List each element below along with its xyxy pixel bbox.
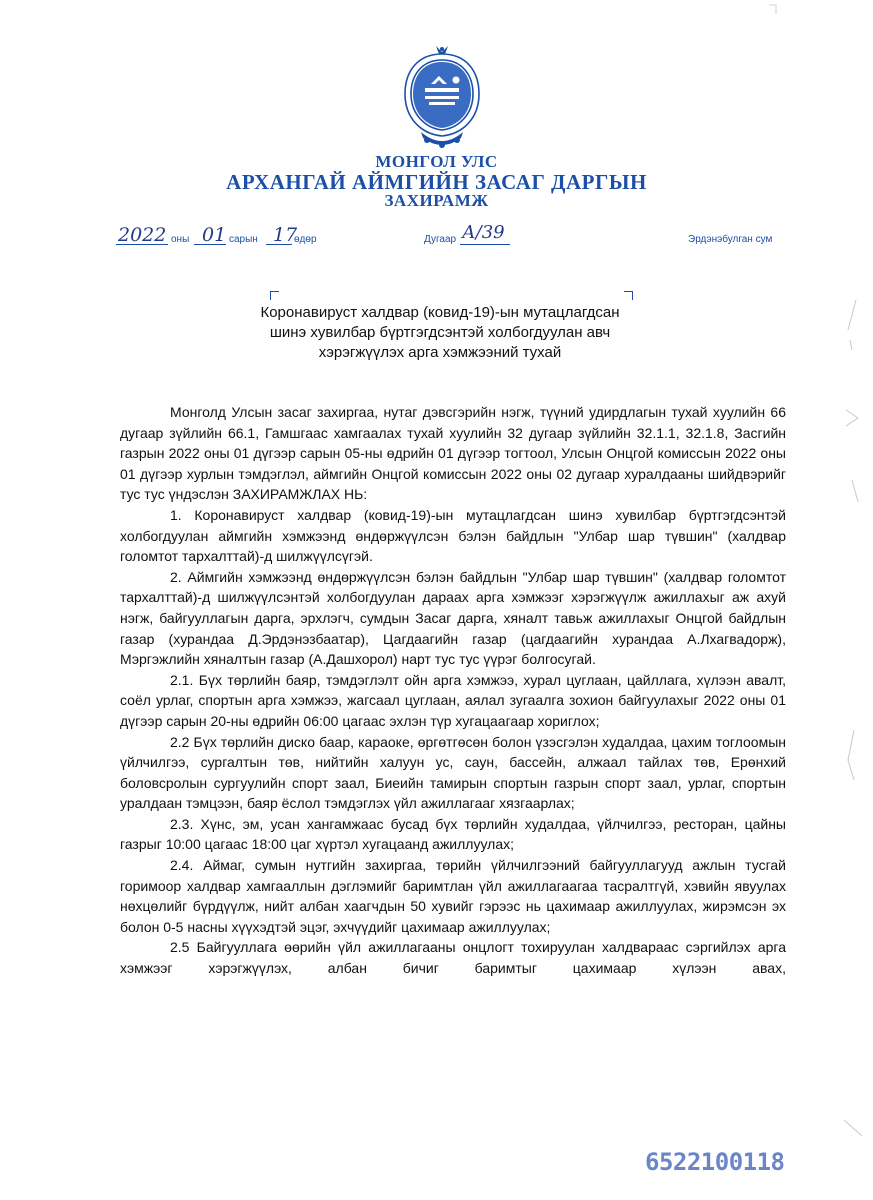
paragraph-preamble: Монголд Улсын засаг захиргаа, нутаг дэвсгэрийн нэгж, түүний удирдлагын тухай хуулийн 66 дугаар зүйлийн 66.1, Гамшгаас хамгаалах тухай хуулийн 32 дугаар зүйлийн 32.1.1, 32.1.8, Засгийн газрын 2022 оны 01 дүгээр сарын 05-ны өдрийн 01 дүгээр тогтоол, Улсын Онцгой комиссын 2022 оны 01 дүгээр хурлын тэмдэглэл, аймгийн Онцгой комиссын 2022 оны 02 дугаар хуралдааны шийдвэрийг тус тус үндэслэн ЗАХИРАМЖЛАХ НЬ:: [120, 404, 786, 503]
number-label: Дугаар: [424, 234, 457, 245]
paragraph-2-3: 2.3. Хүнс, эм, усан хангамжаас бусад бүх төрлийн худалдаа, үйлчилгээ, ресторан, цайны газрыг 10:00 цагаас 18:00 цаг хүртэл хугацаанд ажиллуулах;: [120, 815, 786, 853]
date-year: 2022: [118, 224, 167, 246]
scan-margin-marks: [838, 290, 868, 1150]
document-place: Эрдэнэбулган сум: [688, 234, 773, 245]
registration-number: 6522100118: [645, 1148, 785, 1176]
state-emblem-icon: [401, 44, 483, 152]
document-title: [220, 303, 660, 363]
date-year-suffix: оны: [171, 234, 190, 245]
title-line: Коронавируст халдвар (ковид-19)-ын мутацлагдсан: [260, 304, 620, 321]
paragraph-2-2: 2.2 Бүх төрлийн диско баар, караоке, өргөтгөсөн болон үзэсгэлэн худалдаа, цахим тоглоомын үйлчилгээ, сургалтын төв, нийтийн халуун ус, саун, бассейн, алжаал тайлах төв, Ерөнхий боловсролын сургуулийн спорт заал, Биеийн тамирын спортын газрын спорт заал, урлаг, спортын уралдаан тэмцээн, баяр ёслол тэмдэглэх үйл ажиллагааг хязгаарлах;: [120, 733, 786, 812]
title-line: шинэ хувилбар бүртгэгдсэнтэй холбогдуулан авч: [269, 324, 611, 341]
title-bracket-right: [624, 291, 633, 300]
number-line: [424, 222, 534, 248]
title-bracket-left: [270, 291, 279, 300]
paragraph-1: 1. Коронавируст халдвар (ковид-19)-ын мутацлагдсан шинэ хувилбар бүртгэгдсэнтэй холбогдуулан аймгийн хэмжээнд өндөржүүлсэн бэлэн байдлын "Улбар шар түвшин" (халдвар голомтот тархалттай)-д шилжүүлсүгэй.: [120, 506, 786, 565]
date-day: 17: [273, 224, 298, 246]
scan-corner-mark: [768, 4, 778, 16]
document-body: [120, 402, 786, 979]
title-line: хэрэгжүүлэх арга хэмжээний тухай: [318, 344, 562, 361]
authority-name: АРХАНГАЙ АЙМГИЙН ЗАСАГ ДАРГЫН: [226, 170, 647, 194]
place-line: [688, 222, 798, 248]
document-number: А/39: [462, 222, 505, 243]
paragraph-2-4: 2.4. Аймаг, сумын нутгийн захиргаа, төрийн үйлчилгээний байгууллагууд ажлын тусгай горимоор халдвар хамгааллын дэглэмийг баримтлан үйл ажиллагаагаа тасралтгүй, хэвийн явуулах нөхцөлийг бүрдүүлж, нийт албан хаагчдын 50 хувийг гэрээс нь цахимаар ажиллуулах, жирэмсэн эх болон 0-5 насны хүүхэдтэй эцэг, эхчүүдийг цахимаар ажиллуулах;: [120, 857, 786, 935]
paragraph-2: 2. Аймгийн хэмжээнд өндөржүүлсэн бэлэн байдлын "Улбар шар түвшин" (халдвар голомтот тархалттай)-д шилжүүлсэнтэй холбогдуулан дараах арга хэмжээг хэрэгжүүлж ажиллахыг аж ахуй нэгж, байгууллагын дарга, эрхлэгч, сумдын Засаг дарга, хяналт тавьж ажиллахыг Онцгой байдлын газар (хурандаа Д.Эрдэнэзбаатар), Цагдаагийн газар (цагдаагийн хурандаа А.Лхагвадорж), Мэргэжлийн хяналтын газар (А.Дашхорол) нарт тус тус үүрэг болгосугай.: [120, 568, 786, 668]
paragraph-2-5: 2.5 Байгууллага өөрийн үйл ажиллагааны онцлогт тохируулан халдвараас сэргийлэх арга хэмжээг хэрэгжүүлэх, албан бичиг баримтыг цахимаар хүлээн авах,: [120, 939, 786, 977]
country-name: МОНГОЛ УЛС: [375, 152, 498, 171]
date-line: [116, 222, 346, 248]
paragraph-2-1: 2.1. Бүх төрлийн баяр, тэмдэглэлт ойн арга хэмжээ, хурал цуглаан, цайллага, хүлээн авалт, соёл урлаг, спортын арга хэмжээ, жагсаал цуглаан, аялал зугаалга зохион байгуулахыг 2022 оны 01 дүгээр сарын 20-ны өдрийн 06:00 цагаас эхлэн түр хугацаагаар хориглох;: [120, 671, 786, 729]
document-type: ЗАХИРАМЖ: [384, 191, 489, 210]
date-month: 01: [202, 224, 227, 246]
date-day-suffix: өдөр: [294, 234, 317, 245]
date-month-suffix: сарын: [229, 234, 258, 245]
